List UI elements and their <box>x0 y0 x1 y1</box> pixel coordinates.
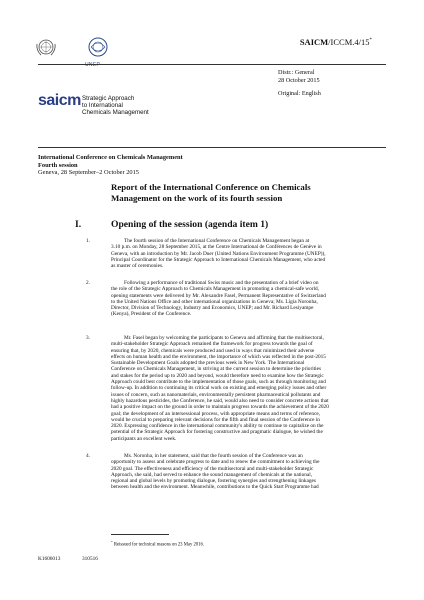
paragraph-line: Conference on Chemicals Management, in striving at the current session to determine the priorities <box>111 366 322 373</box>
paragraph-line: follow-up. In addition to continuing its critical work on existing and emerging policy issues and other <box>111 385 327 392</box>
footnote-rule <box>111 534 169 535</box>
paragraph-line: had a positive impact on the ground in order to maintain progress towards the achievement of the 2020 <box>111 404 329 411</box>
paragraph-line: potential of the Strategic Approach for fostering constructive and pragmatic dialogue, he wished the <box>111 429 323 436</box>
job-date: 310516 <box>82 556 98 562</box>
unep-emblem-icon <box>85 35 111 61</box>
paragraph-line: (Kenya), President of the Conference. <box>111 311 192 318</box>
paragraph-line: between health and the environment. Meanwhile, contributions to the Quick Start Programme had <box>111 484 319 491</box>
paragraph-line: 2020. Expressing confidence in the international community's ability to continue to capitalize on the <box>111 423 324 430</box>
paragraph-line: Director, Division of Technology, Industry and Economics, UNEP; and Mr. Richard Lesiyampe <box>111 305 314 312</box>
paragraph-line: as master of ceremonies. <box>111 263 164 270</box>
paragraph-line: the role of the Strategic Approach to Chemicals Management in promoting a chemical-safe world, <box>111 286 319 293</box>
paragraph-line: regional and global levels by promoting dialogue, fostering synergies and strengthening linkages <box>111 478 316 485</box>
conference-name: International Conference on Chemicals Management <box>38 154 183 161</box>
conference-session: Fourth session <box>38 161 78 169</box>
paragraph-line: participants an excellent week. <box>111 435 177 442</box>
paragraph-number: 1. <box>86 238 90 244</box>
saicm-logo: saicm <box>38 92 81 109</box>
paragraph-number: 2. <box>86 280 90 286</box>
report-title <box>111 182 371 203</box>
paragraph-line: Geneva, with an introduction by Mr. Jacob Duer (United Nations Environment Programme (UNEP)), <box>111 250 326 257</box>
un-emblem-icon <box>34 36 58 60</box>
footnote-text: Reissued for technical reasons on 23 May 2016. <box>113 542 205 548</box>
paragraph-3 <box>86 335 379 442</box>
symbol-mark: * <box>369 38 372 44</box>
saicm-subtitle-line3: Chemicals Management <box>82 109 149 116</box>
paragraph-line: 2020 goal. The effectiveness and efficiency of the multisectoral and multi-stakeholder Strategic <box>111 465 314 472</box>
paragraph-number: 4. <box>86 453 90 459</box>
paragraph-4 <box>86 453 379 491</box>
footnote <box>111 540 204 548</box>
section-title: Opening of the session (agenda item 1) <box>111 219 269 230</box>
paragraph-line: effects on human health and the environment, the importance of which was reflected in the post-2015 <box>111 353 326 360</box>
paragraph-line: Principal Coordinator for the Strategic Approach to International Chemicals Management, who acted <box>111 256 326 263</box>
original-language: Original: English <box>278 90 321 97</box>
paragraph-line: Following a performance of traditional Swiss music and the presentation of a brief video on <box>124 280 319 286</box>
report-title-line1: Report of the International Conference on Chemicals <box>111 182 311 192</box>
unep-label: UNEP <box>85 62 101 68</box>
paragraph-line: Sustainable Development Goals adopted the previous week in New York. The International <box>111 360 305 367</box>
saicm-subtitle-line1: Strategic Approach <box>82 95 135 102</box>
paragraph-line: and stakes for the period up to 2020 and beyond, would therefore need to examine how the Strategic <box>111 372 324 379</box>
paragraph-line: Approach could best contribute to the implementation of those goals, such as through monitoring and <box>111 379 326 386</box>
paragraph-1 <box>86 238 379 270</box>
paragraph-line: 3.10 p.m. on Monday, 28 September 2015, at the Centre International de Conférences de Genève in <box>111 244 322 251</box>
report-title-line2: Management on the work of its fourth session <box>111 192 283 203</box>
conference-place-dates: Geneva, 28 September–2 October 2015 <box>38 169 139 177</box>
paragraph-line: goal; the development of an intersessional process, with appropriate means and terms of reference, <box>111 410 321 417</box>
paragraph-line: multi-stakeholder Strategic Approach remained the framework for progress towards the goal of <box>111 341 313 348</box>
symbol-rest: /ICCM.4/15 <box>328 37 370 47</box>
section-number: I. <box>75 219 82 230</box>
paragraph-line: The fourth session of the International Conference on Chemicals Management began at <box>124 238 310 244</box>
paragraph-line: would be crucial to preparing relevant decisions for the fifth and final session of the Conference in <box>111 416 320 423</box>
paragraph-line: opening statements were delivered by Mr. Alexandre Fasel, Permanent Representative of Switzerland <box>111 292 326 299</box>
paragraph-line: to the United Nations Office and other international organizations in Geneva; Ms. Lígia Noronha, <box>111 298 318 305</box>
paragraph-number: 3. <box>86 335 90 341</box>
paragraph-line: Mr. Fasel began by welcoming the participants to Geneva and affirming that the multisectoral, <box>124 335 324 341</box>
footnote-mark: * <box>111 540 113 544</box>
job-number: K1606013 <box>38 556 61 562</box>
paragraph-line: opportunity to assess and celebrate progress to date and to renew the commitment to achieving the <box>111 459 320 466</box>
document-symbol <box>300 37 372 47</box>
header-rule-bottom <box>38 147 386 148</box>
paragraph-line: highly hazardous pesticides, the Conference, he said, would also need to consider concrete actions that <box>111 397 329 404</box>
paragraph-line: Approach, she said, had served to enhance the sound management of chemicals at the national, <box>111 471 313 478</box>
conference-info <box>38 154 183 177</box>
document-date: 28 October 2015 <box>278 77 320 84</box>
paragraph-2 <box>86 280 379 318</box>
saicm-subtitle-line2: to International <box>82 102 123 109</box>
paragraph-line: issues of concern, such as nanomaterials, environmentally persistent pharmaceutical pollutants and <box>111 391 321 398</box>
header-rule-top <box>38 64 386 65</box>
distribution: Distr.: General <box>278 69 315 76</box>
saicm-logo-subtitle <box>82 95 149 116</box>
paragraph-line: Ms. Noronha, in her statement, said that the fourth session of the Conference was an <box>124 453 303 459</box>
symbol-main: SAICM <box>299 37 329 47</box>
paragraph-line: ensuring that, by 2020, chemicals were produced and used in ways that minimized their adverse <box>111 347 315 354</box>
